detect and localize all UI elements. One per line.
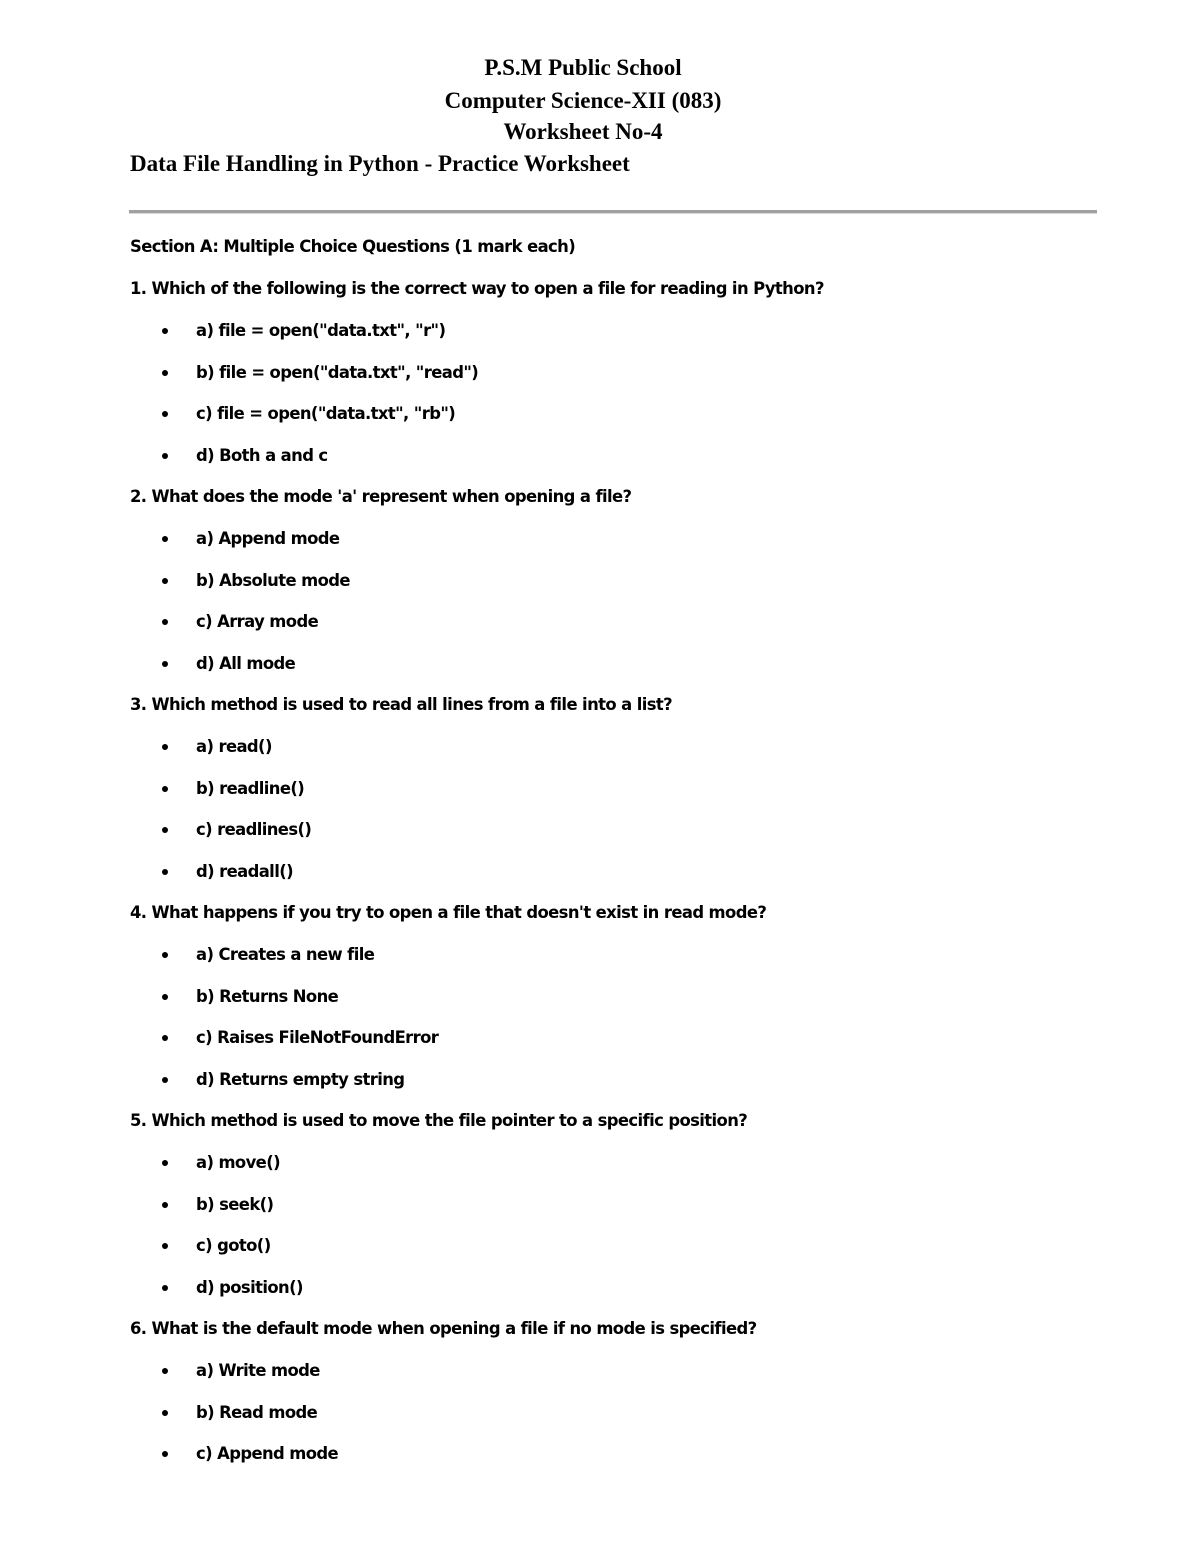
bullet-icon — [162, 952, 168, 958]
bullet-icon — [162, 1202, 168, 1208]
bullet-icon — [162, 1243, 168, 1249]
bullet-icon — [162, 1368, 168, 1374]
option-item — [130, 362, 1110, 384]
option-item — [130, 1069, 1110, 1091]
subject-title: Computer Science-XII (083) — [444, 88, 722, 113]
option-label: b) readline() — [196, 778, 305, 798]
option-item — [130, 1194, 1110, 1216]
bullet-icon — [162, 1160, 168, 1166]
option-item — [130, 778, 1110, 800]
option-item — [130, 445, 1110, 467]
option-item — [130, 570, 1110, 592]
bullet-icon — [162, 827, 168, 833]
option-item — [130, 528, 1110, 550]
option-item — [130, 736, 1110, 758]
question-text: 5. Which method is used to move the file pointer to a specific position? — [130, 1111, 748, 1130]
option-item — [130, 819, 1110, 841]
option-item — [130, 986, 1110, 1008]
option-label: c) goto() — [196, 1236, 271, 1255]
option-label: d) All mode — [196, 653, 296, 673]
option-label: a) file = open("data.txt", "r") — [196, 321, 446, 340]
question-text: 2. What does the mode 'a' represent when opening a file? — [130, 487, 632, 506]
option-item — [130, 1235, 1110, 1257]
option-label: b) Read mode — [196, 1402, 318, 1422]
option-label: c) Array mode — [196, 612, 319, 631]
option-label: d) readall() — [196, 861, 294, 881]
option-item — [130, 861, 1110, 883]
question-1 — [130, 278, 1110, 467]
bullet-icon — [162, 786, 168, 792]
option-item — [130, 1027, 1110, 1049]
section-heading: Section A: Multiple Choice Questions (1 mark each) — [130, 237, 576, 256]
bullet-icon — [162, 994, 168, 1000]
option-item — [130, 611, 1110, 633]
option-item — [130, 1443, 1110, 1465]
bullet-icon — [162, 536, 168, 542]
question-text: 1. Which of the following is the correct way to open a file for reading in Python? — [130, 279, 824, 298]
bullet-icon — [162, 453, 168, 459]
option-label: c) Raises FileNotFoundError — [196, 1028, 439, 1047]
question-text: 3. Which method is used to read all lines from a file into a list? — [130, 695, 673, 714]
question-6 — [130, 1318, 1110, 1465]
bullet-icon — [162, 328, 168, 334]
option-label: d) Both a and c — [196, 445, 328, 465]
option-label: b) file = open("data.txt", "read") — [196, 362, 479, 382]
bullet-icon — [162, 1451, 168, 1457]
section-a — [130, 236, 1110, 1485]
option-item — [130, 1277, 1110, 1299]
option-item — [130, 944, 1110, 966]
option-item — [130, 653, 1110, 675]
bullet-icon — [162, 1410, 168, 1416]
question-3 — [130, 694, 1110, 883]
option-item — [130, 1360, 1110, 1382]
header-divider — [129, 210, 1097, 214]
bullet-icon — [162, 1077, 168, 1083]
bullet-icon — [162, 370, 168, 376]
bullet-icon — [162, 744, 168, 750]
option-item — [130, 403, 1110, 425]
bullet-icon — [162, 1035, 168, 1041]
option-label: a) move() — [196, 1153, 280, 1172]
option-label: b) seek() — [196, 1194, 274, 1214]
option-label: c) readlines() — [196, 820, 312, 839]
bullet-icon — [162, 1285, 168, 1291]
page-title: Data File Handling in Python - Practice Worksheet — [130, 151, 630, 176]
option-label: b) Returns None — [196, 986, 339, 1006]
option-label: c) file = open("data.txt", "rb") — [196, 404, 456, 423]
bullet-icon — [162, 411, 168, 417]
option-label: a) Write mode — [196, 1361, 320, 1380]
option-label: a) read() — [196, 737, 272, 756]
question-text: 6. What is the default mode when opening a file if no mode is specified? — [130, 1319, 757, 1338]
option-item — [130, 1152, 1110, 1174]
option-label: d) Returns empty string — [196, 1069, 405, 1089]
question-4 — [130, 902, 1110, 1091]
option-item — [130, 1402, 1110, 1424]
bullet-icon — [162, 661, 168, 667]
option-label: c) Append mode — [196, 1444, 339, 1463]
option-label: a) Creates a new file — [196, 945, 375, 964]
school-name: P.S.M Public School — [484, 55, 682, 80]
question-2 — [130, 486, 1110, 675]
question-5 — [130, 1110, 1110, 1299]
option-item — [130, 320, 1110, 342]
question-text: 4. What happens if you try to open a file that doesn't exist in read mode? — [130, 903, 767, 922]
option-label: d) position() — [196, 1277, 303, 1297]
option-label: b) Absolute mode — [196, 570, 350, 590]
bullet-icon — [162, 869, 168, 875]
bullet-icon — [162, 619, 168, 625]
option-label: a) Append mode — [196, 529, 340, 548]
bullet-icon — [162, 578, 168, 584]
worksheet-number: Worksheet No-4 — [503, 119, 663, 144]
